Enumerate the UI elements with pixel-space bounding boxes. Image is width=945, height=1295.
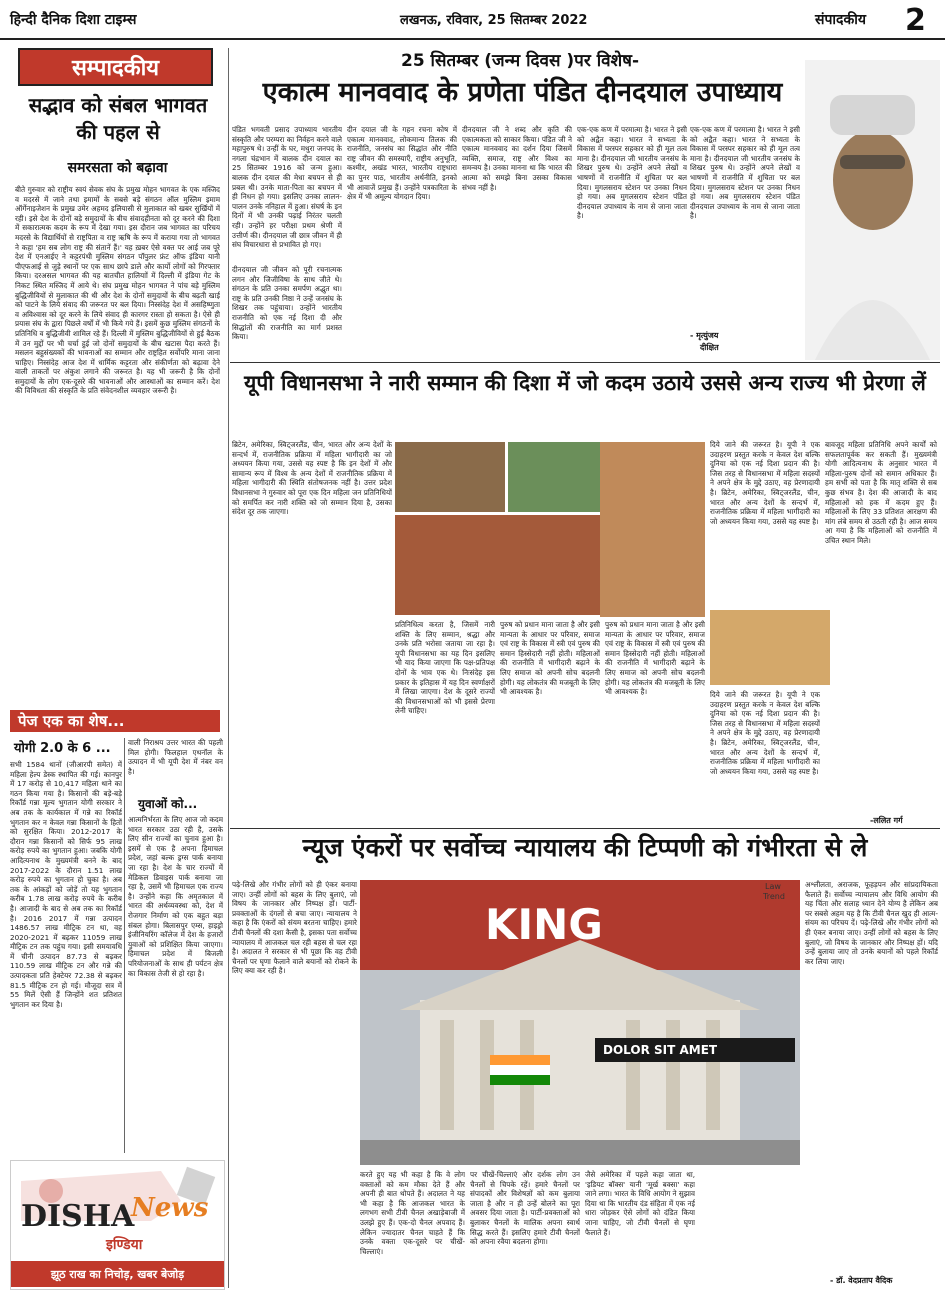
supreme-court-photo [360,880,800,1165]
yogi-body: सभी 1584 थानों (जीआरपी समेत) में महिला हेल्प डेस्क स्थापित की गई। कानपुर में 17 करोड़ से 10,417 महिला थाने का गठन किया गया है। किसानों की बड़े-बड़े रिकॉर्ड गन्ना मूल्य भुगतान योगी सरकार ने अब तक के कार्यकाल में गन्ने का रिकॉर्ड भुगतान कर न केवल गन्ना किसानों के हितों को सुरक्षित किया। 2012-2017 के दौरान गन्ना किसानों को सिर्फ 95 लाख करोड़ रुपये का भुगतान हुआ। जबकि योगी आदित्यनाथ के मुख्यमंत्री बनने के बाद 2017-2022 के दौरान 1.51 लाख करोड़ रुपये का भुगतान हो चुका है। अब तक के आंकड़ों को जोड़ें तो यह भुगतान करीब 1.78 लाख करोड़ रुपये के करीब है। आजादी के बाद से अब तक का रिकॉर्ड है। 2016 2017 में गन्ना उत्पादन 1486.57 लाख मीट्रिक टन था, वह 2020-2021 में बढ़कर 11059 लाख मीट्रिक टन तक पहुंच गया। इसी समयावधि में चीनी उत्पादन 87.73 से बढ़कर 110.59 लाख मीट्रिक टन और गन्ने की उत्पादकता प्रति हेक्टेयर 72.38 से बढ़कर 81.5 मीट्रिक टन हो गई। मौजूदा सत्र में 55 मिलें ऐसी हैं जिन्होंने शत प्रतिशत भुगतान कर दिया है। [10,760,122,1009]
anchors-headline: न्यूज एंकरों पर सर्वोच्च न्यायालय की टिप्पणी को गंभीरता से ले [302,833,868,862]
section-name: संपादकीय [815,12,866,28]
anchors-col4: जैसे अमेरिका में पहले कहा जाता था, 'इडियट बॉक्स' यानी 'मूर्ख बक्सा' कहा जाने लगा। भारत के विधि आयोग ने सुझाव दिया था कि भारतीय दंड संहिता में एक नई धारा जोड़कर ऐसे लोगों को दंडित किया जाना चाहिए, जो टीवी चैनलों से घृणा फैलाते हैं। [585,1170,695,1237]
up-col3b: पुरुष को प्रधान माना जाता है और इसी मान्यता के आधार पर परिवार, समाज एवं राष्ट्र के विकास में स्त्री एवं पुरुष की समान हिस्सेदारी नहीं होती। महिलाओं की राजनीति में भागीदारी बढ़ाने के लिए समाज को अपनी सोच बदलनी होगी। यह लोकतंत्र की मजबूती के लिए भी आवश्यक है। [605,620,705,697]
anchors-byline: - डॉ. वेदप्रताप वैदिक [830,1276,893,1285]
logo-name-part1: DISHA [21,1199,135,1234]
paper-name: हिन्दी दैनिक दिशा टाइम्स [10,12,137,28]
youth-headline: युवाओं को... [138,797,198,811]
photo-corner-top: Law [765,882,781,891]
upadhyay-col6: एक-एक कण में परमात्मा है। भारत ने इसी को अद्वैत कहा। भारत ने सभ्यता के विकास में परस्पर सहकार को ही मूल तत्व माना है। दीनदयाल जी भारतीय जनसंघ के शिखर पुरुष थे। उन्होंने अपने लेखों व भाषणों में राजनीति में शुचिता पर बल दिया। मुगलसराय स्टेशन पर उनका निधन हो गया। अब मुगलसराय स्टेशन पंडित दीनदयाल उपाध्याय के नाम से जाना जाता है। [690,125,800,221]
up-col4: दिये जाने की जरूरत है। यूपी ने एक उदाहरण प्रस्तुत करके न केवल देश बल्कि दुनिया को एक नई दिशा प्रदान की है। जिस तरह से विधानसभा में महिला सदस्यों ने अपने क्षेत्र के मुद्दे उठाए, वह प्रेरणादायी है। ब्रिटेन, अमेरिका, स्विट्जरलैंड, चीन, भारत और अन्य देशों के सन्दर्भ में, राजनीतिक प्रक्रिया में महिला भागीदारी का जो अध्ययन किया गया, उससे यह स्पष्ट है। [710,440,820,526]
upadhyay-col5: एक-एक कण में परमात्मा है। भारत ने इसी को अद्वैत कहा। भारत ने सभ्यता के विकास में परस्पर सहकार को ही मूल तत्व माना है। दीनदयाल जी भारतीय जनसंघ के शिखर पुरुष थे। उन्होंने अपने लेखों व भाषणों में राजनीति में शुचिता पर बल दिया। मुगलसराय स्टेशन पर उनका निधन हो गया। अब मुगलसराय स्टेशन पंडित दीनदयाल उपाध्याय के नाम से जाना जाता है। [577,125,687,221]
photo-banner-text: KING [485,900,603,949]
editorial-badge: सम्पादकीय [18,48,213,86]
anchors-col2: करते हुए यह भी कहा है कि वे लोग वक्ताओं को कम मौका देते हैं और अपनी ही बात थोपते हैं। अदालत ने यह भी कहा है कि आजकल भारत के लगभग सभी टीवी चैनल अखाड़ेबाजी में उलझे हुए हैं। एक-दो चैनल अपवाद हैं। लेकिन ज्यादातर चैनल चाहते हैं कि उनके वक्ता एक-दूसरे पर चीखें-चिल्लाएं। [360,1170,465,1256]
up-byline: -ललित गर्ग [870,816,903,825]
anchors-col5: अश्लीलता, अराजक, फूहड़पन और सांप्रदायिकता फैलाते हैं। सर्वोच्च न्यायालय और विधि आयोग की यह चिंता और सलाह ध्यान देने योग्य है लेकिन अब पर सबसे अहम यह है कि टीवी चैनल खुद ही आत्म-संयम का परिचय दें। पढ़े-लिखे और गंभीर लोगों को ही एंकर बनाया जाए। उन्हीं लोगों को बहस के लिए बुलाएं, जो विषय के जानकार और निष्पक्ष हों। यदि उन्हें बुलाया जाए तो उनके बयानों को पहले रिकॉर्ड कर लिया जाए। [805,880,938,966]
logo-region: इण्डिया [106,1237,143,1253]
section-rule [230,362,940,363]
up-col2: प्रतिनिधित्व करता है, जिसमें नारी शक्ति के लिए सम्मान, श्रद्धा और उनके प्रति भरोसा जताया जा रहा है। यूपी विधानसभा का यह दिन इसलिए भी याद किया जाएगा कि पक्ष-प्रतिपक्ष दोनों के भाव एक थे। निःसंदेह इस प्रकार के इतिहास में यह दिन स्वर्णाक्षरों में लिखा जाएगा। देश के दूसरे राज्यों की विधानसभाओं को भी इससे प्रेरणा लेनी चाहिए। [395,620,495,716]
up-assembly-headline: यूपी विधानसभा ने नारी सम्मान की दिशा में जो कदम उठाये उससे अन्य राज्य भी प्रेरणा लें [244,371,926,395]
assembly-photo-2 [508,442,600,512]
upadhyay-kicker: 25 सितम्बर (जन्म दिवस )पर विशेष- [400,51,640,71]
assembly-photo-4 [600,442,705,617]
editorial-subhead: समरसता को बढ़ावा [67,160,168,176]
column-rule [228,48,229,1288]
up-col4b: दिये जाने की जरूरत है। यूपी ने एक उदाहरण प्रस्तुत करके न केवल देश बल्कि दुनिया को एक नई दिशा प्रदान की है। जिस तरह से विधानसभा में महिला सदस्यों ने अपने क्षेत्र के मुद्दे उठाए, वह प्रेरणादायी है। ब्रिटेन, अमेरिका, स्विट्जरलैंड, चीन, भारत और अन्य देशों के सन्दर्भ में, राजनीतिक प्रक्रिया में महिला भागीदारी का जो अध्ययन किया गया, उससे यह स्पष्ट है। [710,690,820,776]
upadhyay-col4: दीनदयाल जी ने शब्द और कृति की एकात्मकता को साकार किया। पंडित जी ने एकात्म मानववाद का दर्शन दिया जिसमें व्यक्ति, समाज, राष्ट्र और विश्व का समन्वय है। उनका मानना था कि भारत की आत्मा को समझे बिना उसका विकास संभव नहीं है। [462,125,572,192]
logo-slogan: झूठ राख का निचोड़, खबर बेजोड़ [11,1261,224,1287]
assembly-photo-1 [395,442,505,512]
assembly-photo-5 [710,610,830,685]
disha-news-logo [10,1160,225,1290]
assembly-photo-3 [395,515,600,615]
photo-corner-bottom: Trend [763,892,785,901]
photo-overlay-caption: DOLOR SIT AMET [595,1038,795,1062]
column-rule [124,738,125,1153]
upadhyay-byline-name: दीक्षित [700,343,719,352]
editorial-body: बीते गुरुवार को राष्ट्रीय स्वयं सेवक संघ के प्रमुख मोहन भागवत के एक मस्जिद व मदरसे में जाने तथा इमामों के सबसे बड़े संगठन ऑल मुस्लिम इमाम ऑर्गेनाइजेशन के प्रमुख उमेर अहमद इलियासी से मुलाकात को खबर सुर्खियों में रही। इसे देश के दोनों बड़े समुदायों के बीच संवादहीनता को दूर करने की दिशा में सकारात्मक कदम के रूप में देखा गया। इस दौरान जब भागवत का परिचय मदरसे के विद्यार्थियों से राष्ट्रपिता व राष्ट्र ऋषि के रूप में कराया गया तो भागवत ने कहा 'हम सब लोग राष्ट्र की संतानें हैं।' यह ख़बर ऐसे वक्त पर आई जब पूरे देश में एनआईए ने कट्टरपंथी मुस्लिम संगठन पॉपुलर फ्रंट ऑफ इंडिया यानी पीएफआई से जुड़े स्थानों पर एक साथ छापे डाले और कार्यो लोगों को गिरफ्तार किया। दरअसल भागवत की यह बातचीत हालियाों में दिल्ली में इंडिया गेट के निकट स्थित मस्जिद में आये थे। संघ प्रमुख मोहन भागवत ने पांच बड़े मुस्लिम बुद्धिजीवियों से मुलाकात की थी और देश के दोनों समुदायों के बीच बढ़ती खाई को पाटने के लिये संवाद की जरूरत पर बल दिया। निस्संदेह देश में असहिष्णुता व अविश्वास को दूर करने के लिये संवाद ही कारगर रास्ता हो सकता है। ऐसे ही प्रयास संघ के द्वारा पिछले वर्षों में भी किये गये हैं। इसमें कुछ मुस्लिम संगठनों के प्रतिनिधि व बुद्धिजीवी शामिल रहे हैं। दिल्ली में मुस्लिम बुद्धिजीवियों से हुई बैठक में उन मुद्दों पर भी चर्चा हुई जो दोनों समुदायों के बीच खटास पैदा करते हैं। मसलन बहुसंख्यकों की भावनाओं का सम्मान और राष्ट्रहित सर्वोपरि माना जाना चाहिए। निस्संदेह आज देश में धार्मिक कट्टरता और संकीर्णता को बढ़ावा देने वाली ताकतों पर अंकुश लगाने की जरूरत है। यह भी जरूरी है कि दोनों समुदायों के लोग एक-दूसरे की भावनाओं और आस्थाओं का सम्मान करें। देश की विविधता की संस्कृति के प्रति संवेदनशील व्यवहार जरूरी है। [15,185,220,396]
upadhyay-headline: एकात्म मानववाद के प्रणेता पंडित दीनदयाल उपाध्याय [262,77,783,108]
up-col3: पुरुष को प्रधान माना जाता है और इसी मान्यता के आधार पर परिवार, समाज एवं राष्ट्र के विकास में स्त्री एवं पुरुष की समान हिस्सेदारी नहीं होती। महिलाओं की राजनीति में भागीदारी बढ़ाने के लिए समाज को अपनी सोच बदलनी होगी। यह लोकतंत्र की मजबूती के लिए भी आवश्यक है। [500,620,600,697]
up-col1: ब्रिटेन, अमेरिका, स्विट्जरलैंड, चीन, भारत और अन्य देशों के सन्दर्भ में, राजनीतिक प्रक्रिया में महिला भागीदारी का जो अध्ययन किया गया, उससे यह स्पष्ट है कि इन देशों में और सामान्य रूप में विश्व के अन्य देशों में राजनीतिक प्रक्रिया में महिला भागीदारी की स्थिति संतोषजनक नहीं है। उत्तर प्रदेश विधानसभा ने गुरुवार को पूरा एक दिन महिला जन प्रतिनिधियों को समर्पित कर नारी शक्ति को जो सम्मान दिया है, उसका संदेश दूर तक जाएगा। [232,440,392,517]
upadhyay-col2: दीनदयाल जी जीवन को पूरी रचनात्मक लगन और जिजीविषा के साथ जीते थे। संगठन के प्रति उनका समर्पण अद्भुत था। राष्ट्र के प्रति उनकी निष्ठा ने उन्हें जनसंघ के शिखर तक पहुंचाया। उन्होंने भारतीय राजनीति को एक नई दिशा दी और सिद्धांतों की राजनीति का मार्ग प्रशस्त किया। [232,265,342,342]
logo-name-part2: News [131,1193,209,1223]
upadhyay-portrait [805,60,940,360]
section-rule [230,828,940,829]
upadhyay-col3: दीन दयाल जी के गहन रचना कोष में एकात्म मानववाद, लोकमान्य तिलक की राजनीति, जनसंघ का सिद्धांत और नीति राष्ट्र जीवन की समस्याएँ, राष्ट्रीय अनुभूति, कश्मीर, अखंड भारत, भारतीय राष्ट्रधारा का पुनर पाठ, भारतीय अर्थनीति, इनको भी आवाजें प्रमुख हैं। उन्होंने पत्रकारिता के क्षेत्र में भी अमूल्य योगदान दिया। [347,125,457,202]
youth-intro: वाली निराश्रय उत्तर भारत की पहली मिल होगी। फिलहाल एथनॉल के उत्पादन में भी यूपी देश में नंबर वन है। [128,738,223,776]
anchors-col3: पर चीखें-चिल्लाएं और दर्शक लोग उन चैनलों से चिपके रहें। हमारे चैनलों पर संपादकों और विशेषज्ञों को कम बुलाया जाता है और न ही उन्हें बोलने का पूरा अवसर दिया जाता है। पार्टी-प्रवक्ताओं को बुलाकर चैनलों के मालिक अपना स्वार्थ सिद्ध करते हैं। इसलिए हमारे टीवी चैनलों को अपना रवैया बदलना होगा। [470,1170,580,1247]
anchors-col1: पढ़े-लिखे और गंभीर लोगों को ही एंकर बनाया जाए। उन्हीं लोगों को बहस के लिए बुलाएं, जो विषय के जानकार और निष्पक्ष हों। पार्टी-प्रवक्ताओं के दंगलों से बचा जाए। न्यायालय ने कहा है कि एंकरों को संयम बरतना चाहिए। हमारे टीवी चैनलों की दशा कैसी है, इसका पता सर्वोच्च न्यायालय में आजकल चल रही बहस से चल रहा है। अदालत ने सरकार से भी पूछा कि वह टीवी चैनलों पर घृणा फैलाने वाले बयानों को रोकने के लिए क्या कर रही है। [232,880,357,976]
up-col5: बावजूद महिला प्रतिनिधि अपने कार्यों को सफलतापूर्वक कर सकती हैं। मुख्यमंत्री योगी आदित्यनाथ के अनुसार भारत में महिला-पुरुष दोनों को समान अधिकार हैं। हम सभी को पता है कि मातृ शक्ति से सब कुछ संभव है। देश की आजादी के बाद महिलाओं को हक में कदम हुए हैं। महिलाओं के लिए 33 प्रतिशत आरक्षण की मांग लंबे समय से उठती रही है। आज समय आ गया है कि महिलाओं को राजनीति में उचित स्थान मिले। [825,440,937,545]
yogi-headline: योगी 2.0 के 6 ... [14,741,111,756]
upadhyay-byline-role: - मृत्युंजय [690,331,719,340]
continued-banner: पेज एक का शेष... [10,710,220,732]
youth-body: आत्मनिर्भरता के लिए आज जो कदम भारत सरकार उठा रही है, उसके लिए सीन राज्यों का चुनाव हुआ है। इसमें से एक है अपना हिमाचल प्रदेश, जहां बल्क ड्रग्स पार्क बनाया जा रहा है। देश के चार राज्यों में मेडिकल डिवाइस पार्क बनाया जा रहा है, उसमें भी हिमाचल एक राज्य है। उन्होंने कहा कि अमृतकाल में भारत की अर्थव्यवस्था को, देश में रोजगार निर्माण को एक बहुत बड़ा संबल होगा। बिलासपुर एम्स, हाइड्रो इंजीनियरिंग कॉलेज में देश के हजारों युवाओं को प्रशिक्षित किया जाएगा। हिमाचल प्रदेश में बिजली परियोजनाओं के साथ ही पर्यटन क्षेत्र का विकास तेजी से हो रहा है। [128,815,223,978]
page-number: 2 [905,3,926,38]
dateline: लखनऊ, रविवार, 25 सितम्बर 2022 [400,13,588,28]
editorial-headline: सद्भाव को संबल भागवत की पहल से [28,93,208,144]
upadhyay-col1: पंडित भगवती प्रसाद उपाध्याय भारतीय संस्कृति और परम्परा का निर्वहन करने वाले महापुरुष थे। उन्हीं के घर, मथुरा जनपद के नगला चंद्रभान में बालक दीन दयाल का 25 सितम्बर 1916 को जन्म हुआ। बालक दीन दयाल की मेधा बचपन से ही प्रबल थी। उनके माता-पिता का बचपन में ही निधन हो गया। इसलिए उनका लालन-पालन उनके ननिहाल में हुआ। संघर्ष के इन दिनों में भी उनकी पढ़ाई निरंतर चलती रही। उन्होंने हर परीक्षा प्रथम श्रेणी में उत्तीर्ण की। दीनदयाल जी छात्र जीवन में ही संघ विचारधारा से प्रभावित हो गए। [232,125,342,250]
